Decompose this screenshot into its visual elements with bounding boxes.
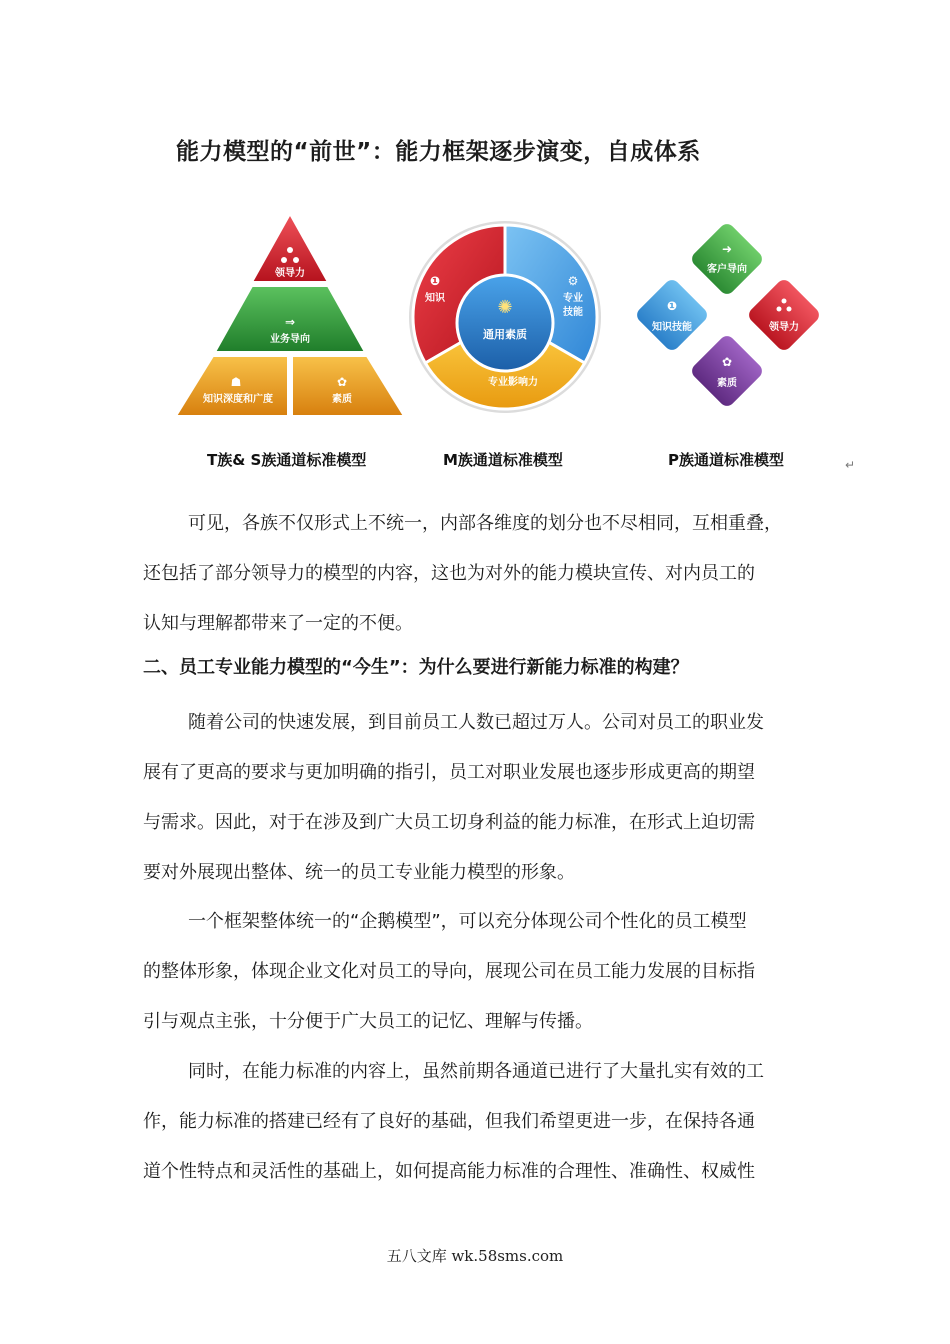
quality-icon: ✿ [721,355,733,369]
paragraph-3 [143,897,823,1047]
lightbulb-icon: ✺ [497,297,513,318]
knowledge-skill-icon: ❶ [666,299,678,313]
knowledge-icon: ❶ [429,274,441,288]
paragraph-line: 作，能力标准的搭建已经有了良好的基础，但我们希望更进一步，在保持各通 [143,1111,755,1132]
m-model-ring [405,217,605,417]
paragraph-line: 同时，在能力标准的内容上，虽然前期各通道已进行了大量扎实有效的工 [188,1061,764,1082]
ring-label-skill-2: 技能 [563,307,583,318]
diamond-leadership [744,275,823,354]
pyramid-label-knowledge: 知识深度和广度 [203,394,273,405]
diamond-label-customer: 客户导向 [707,264,747,275]
m-model-caption: M族通道标准模型 [443,451,563,469]
arrow-icon: ⇒ [284,315,296,329]
ring-center [457,275,553,371]
section-heading: 二、员工专业能力模型的“今生”：为什么要进行新能力标准的构建？ [143,657,689,678]
paragraph-line: 展有了更高的要求与更加明确的指引，员工对职业发展也逐步形成更高的期望 [143,762,755,783]
paragraph-line: 的整体形象，体现企业文化对员工的导向，展现公司在员工能力发展的目标指 [143,961,755,982]
paragraph-line: 认知与理解都带来了一定的不便。 [143,613,413,634]
pyramid-tier-bottom-right [292,356,404,416]
gear-icon: ⚙ [567,274,579,288]
paragraph-4 [143,1047,823,1197]
diamond-label-leadership: 领导力 [769,322,799,333]
pyramid-label-leadership: 领导力 [275,268,305,279]
paragraph-line: 道个性特点和灵活性的基础上，如何提高能力标准的合理性、准确性、权威性 [143,1161,755,1182]
book-icon: ☗ [230,375,242,389]
t-model-pyramid [170,210,410,420]
quality-icon: ✿ [336,375,348,389]
diamond-customer [687,219,766,298]
paragraph-2 [143,698,823,898]
figure-title: 能力模型的“前世”：能力框架逐步演变，自成体系 [176,139,701,165]
paragraph-line: 还包括了部分领导力的模型的内容，这也为对外的能力模块宣传、对内员工的 [143,563,755,584]
diamond-knowledge [632,275,711,354]
pyramid-label-business: 业务导向 [270,334,310,345]
diamond-label-quality: 素质 [717,378,737,389]
diamond-label-knowledge: 知识技能 [652,322,692,333]
paragraph-line: 与需求。因此，对于在涉及到广大员工切身利益的能力标准，在形式上迫切需 [143,812,755,833]
pyramid-label-quality: 素质 [332,394,352,405]
paragraph-line: 随着公司的快速发展，到目前员工人数已超过万人。公司对员工的职业发 [188,712,764,733]
t-model-caption: T族& S族通道标准模型 [207,451,367,469]
customer-arrow-icon: ➜ [721,242,733,256]
ring-label-influence: 专业影响力 [488,377,538,388]
paragraph-line: 要对外展现出整体、统一的员工专业能力模型的形象。 [143,862,575,883]
paragraph-line: 可见，各族不仅形式上不统一，内部各维度的划分也不尽相同，互相重叠， [188,513,782,534]
return-mark: ↵ [845,458,856,472]
p-model-diamonds [620,218,835,408]
paragraph-line: 引与观点主张，十分便于广大员工的记忆、理解与传播。 [143,1011,593,1032]
ring-label-knowledge: 知识 [425,293,445,304]
ring-center-label: 通用素质 [483,328,527,341]
ring-label-skill: 专业 [563,293,583,304]
p-model-caption: P族通道标准模型 [668,451,784,469]
paragraph-line: 一个框架整体统一的“企鹅模型”，可以充分体现公司个性化的员工模型 [188,911,747,932]
paragraph-1 [143,499,823,649]
diamond-quality [687,331,766,408]
page-footer: 五八文库 wk.58sms.com [386,1247,564,1265]
